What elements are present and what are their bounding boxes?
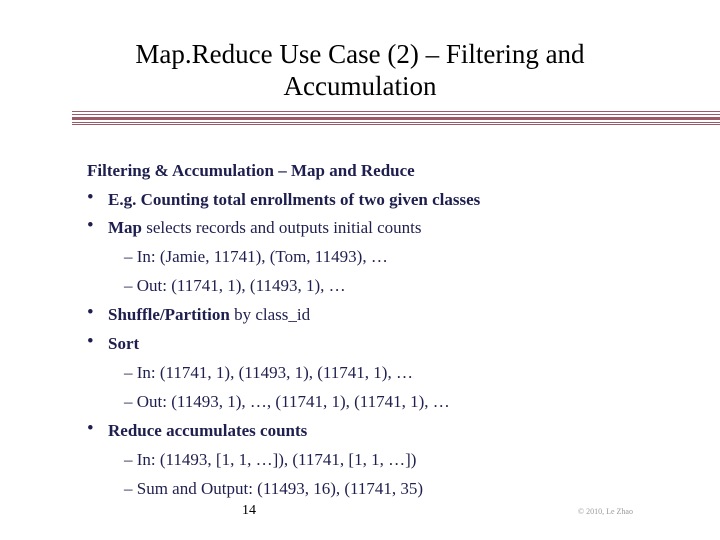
bullet-bold: Shuffle/Partition: [108, 305, 230, 324]
bullet-bold: Sort: [108, 334, 140, 353]
bullet-icon: •: [87, 331, 94, 352]
bullet-item: [108, 218, 422, 238]
bullet-rest: by class_id: [229, 305, 311, 324]
slide-title-line-2: Accumulation: [283, 71, 437, 101]
bullet-rest: selects records and outputs initial counts: [142, 218, 422, 237]
bullet-item: [108, 334, 139, 354]
sub-item: – In: (11741, 1), (11493, 1), (11741, 1), …: [124, 363, 413, 382]
bullet-icon: •: [87, 302, 94, 323]
section-heading: Filtering & Accumulation – Map and Reduce: [87, 161, 415, 180]
sub-item: – Sum and Output: (11493, 16), (11741, 35): [124, 479, 424, 498]
slide-title-line-1: Map.Reduce Use Case (2) – Filtering and: [135, 39, 585, 69]
bullet-icon: •: [87, 187, 94, 208]
page-number: 14: [242, 503, 256, 518]
bullet-icon: •: [87, 418, 94, 439]
bullet-item: [108, 190, 480, 210]
bullet-icon: •: [87, 215, 94, 236]
sub-item: – Out: (11493, 1), …, (11741, 1), (11741, 1), …: [124, 392, 450, 411]
bullet-bold: Map: [108, 218, 142, 237]
bullet-bold: Reduce accumulates counts: [108, 421, 308, 440]
bullet-item: [108, 305, 310, 325]
bullet-item: [108, 421, 307, 441]
sub-item: – In: (Jamie, 11741), (Tom, 11493), …: [124, 247, 388, 266]
sub-item: – Out: (11741, 1), (11493, 1), …: [124, 276, 346, 295]
bullet-bold: E.g. Counting total enrollments of two given classes: [108, 190, 481, 209]
copyright-text: © 2010, Le Zhao: [578, 507, 633, 516]
sub-item: – In: (11493, [1, 1, …]), (11741, [1, 1, …]): [124, 450, 417, 469]
